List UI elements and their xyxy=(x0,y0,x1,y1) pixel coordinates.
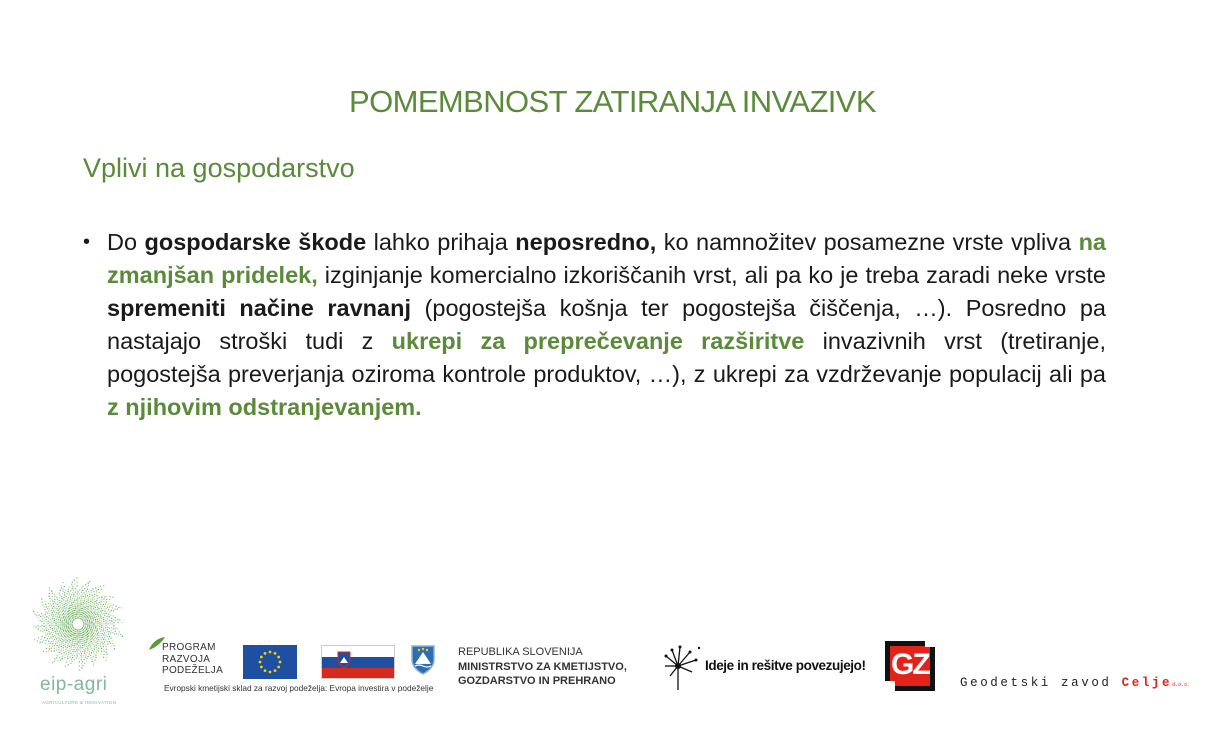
bullet-run: invazivnih vrst (tretiranje, pogostejša preverjanja oziroma kontrole produktov, …), z ukrepi za vzdrževanje populacij ali pa xyxy=(107,328,1106,387)
bullet-run: z njihovim odstranjevanjem. xyxy=(107,394,422,420)
eip-agri-burst-icon xyxy=(28,574,128,674)
geodetski-celje: Celje xyxy=(1121,676,1173,690)
slovenia-flag-icon xyxy=(321,645,395,679)
slide-title: POMEMBNOST ZATIRANJA INVAZIVK xyxy=(349,84,876,119)
gz-logo-text: GZ xyxy=(891,648,929,681)
bullet-run: izginjanje komercialno izkoriščanih vrst, ali pa ko je treba zaradi neke vrste xyxy=(317,262,1106,288)
footer-logos xyxy=(0,570,1225,730)
geodetski-zavod-text xyxy=(960,676,1190,690)
bullet-run: Do xyxy=(107,229,145,255)
bullet-run: lahko prihaja xyxy=(366,229,516,255)
eip-agri-wordmark: eip-agri xyxy=(40,674,108,695)
bullet-run: neposredno, xyxy=(515,229,657,255)
coat-of-arms-icon xyxy=(410,644,436,676)
bullet-run: gospodarske škode xyxy=(144,229,367,255)
eip-agri-subline: AGRICULTURE & INNOVATION xyxy=(42,700,117,705)
bullet-text xyxy=(107,229,1106,420)
eu-flag-icon xyxy=(243,645,297,679)
ministry-line-2: MINISTRSTVO ZA KMETIJSTVO, xyxy=(458,660,627,673)
slide-subtitle: Vplivi na gospodarstvo xyxy=(83,153,355,183)
bullet-run: spremeniti načine ravnanj xyxy=(107,295,411,321)
dandelion-icon xyxy=(662,644,702,692)
program-razvoja-logo xyxy=(148,636,248,688)
ministry-line-3: GOZDARSTVO IN PREHRANO xyxy=(458,675,616,687)
ministry-line-1: REPUBLIKA SLOVENIJA xyxy=(458,646,583,658)
geodetski-doo: d.o.o. xyxy=(1172,682,1191,688)
program-line-1: PROGRAM xyxy=(162,642,216,653)
ministry-logo xyxy=(458,645,627,689)
geodetski-name: Geodetski zavod xyxy=(960,676,1122,690)
ideje-slogan: Ideje in rešitve povezujejo! xyxy=(705,658,866,673)
bullet-list xyxy=(83,226,1106,424)
gz-logo xyxy=(885,641,935,691)
bullet-run: ko namnožitev posamezne vrste vpliva xyxy=(656,229,1079,255)
bullet-item xyxy=(83,226,1106,424)
program-caption: Evropski kmetijski sklad za razvoj podeželja: Evropa investira v podeželje xyxy=(164,683,434,693)
program-line-3: PODEŽELJA xyxy=(162,665,224,676)
bullet-run: ukrepi za preprečevanje razširitve xyxy=(391,328,805,354)
program-line-2: RAZVOJA xyxy=(162,653,211,665)
bullet-dot-icon: • xyxy=(83,231,91,253)
bullet-run: na zmanjšan pridelek, xyxy=(107,229,1106,288)
bullet-run: (pogostejša košnja ter pogostejša čiščenja, …). Posredno pa nastajajo stroški tudi z xyxy=(107,295,1106,354)
eip-agri-logo xyxy=(28,574,128,710)
